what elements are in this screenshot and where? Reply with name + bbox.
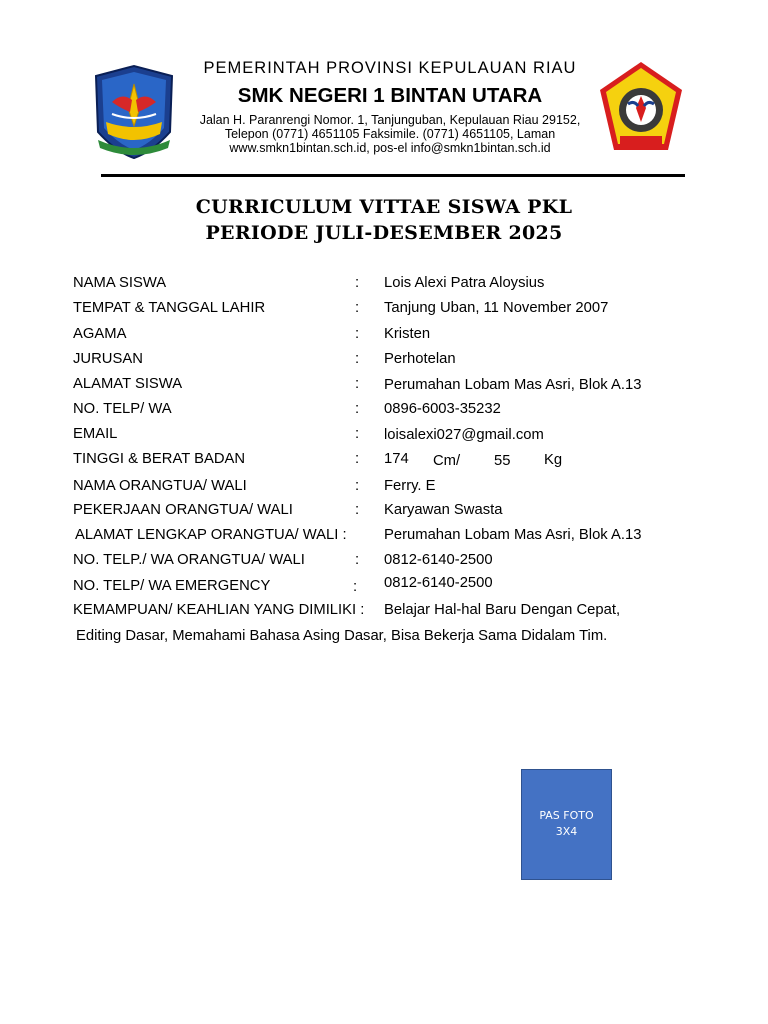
kepri-crest-logo [92,62,176,160]
school-web-line: www.smkn1bintan.sch.id, pos-el info@smkn1bintan.sch.id [229,141,551,155]
colon: : [355,478,360,494]
photo-size: 3X4 [555,825,578,838]
email-label: EMAIL [73,426,118,442]
colon: : [355,275,360,291]
government-name: PEMERINTAH PROVINSI KEPULAUAN RIAU [203,59,577,77]
colon: : [355,300,360,316]
agama-label: AGAMA [73,326,127,342]
nama-label: NAMA SISWA [73,275,167,291]
telp-emergency-label: NO. TELP/ WA EMERGENCY [73,578,271,594]
alamat-ortu-value: Perumahan Lobam Mas Asri, Blok A.13 [384,527,642,543]
tinggi-berat-label: TINGGI & BERAT BADAN [73,451,246,467]
pekerjaan-label: PEKERJAAN ORANGTUA/ WALI [73,502,293,518]
colon: : [355,376,360,392]
telp-label: NO. TELP/ WA [73,401,172,417]
kemampuan-label: KEMAMPUAN/ KEAHLIAN YANG DIMILIKI : [73,602,365,618]
height-unit: Cm/ [433,453,461,469]
photo-placeholder [521,769,612,880]
telp-emergency-value: 0812-6140-2500 [384,575,493,591]
alamat-value: Perumahan Lobam Mas Asri, Blok A.13 [384,377,642,393]
telp-value: 0896-6003-35232 [384,401,501,417]
ortu-label: NAMA ORANGTUA/ WALI [73,478,247,494]
kemampuan-value-line2: Editing Dasar, Memahami Bahasa Asing Dasar, Bisa Bekerja Sama Didalam Tim. [76,628,608,644]
height-value: 174 [384,451,409,467]
ortu-value: Ferry. E [384,478,436,494]
colon: : [355,351,360,367]
telp-ortu-label: NO. TELP./ WA ORANGTUA/ WALI [73,552,305,568]
agama-value: Kristen [384,326,431,342]
alamat-label: ALAMAT SISWA [73,376,183,392]
alamat-ortu-label: ALAMAT LENGKAP ORANGTUA/ WALI : [75,527,347,543]
smkn1-bintan-logo [598,60,684,156]
nama-value: Lois Alexi Patra Aloysius [384,275,545,291]
colon: : [355,552,360,568]
colon: : [355,502,360,518]
colon: : [355,326,360,342]
school-phone-line: Telepon (0771) 4651105 Faksimile. (0771) 4651105, Laman [224,127,556,141]
colon: : [355,401,360,417]
email-value: loisalexi027@gmail.com [384,427,544,443]
colon: : [355,451,360,467]
jurusan-value: Perhotelan [384,351,456,367]
telp-ortu-value: 0812-6140-2500 [384,552,493,568]
kemampuan-value-line1: Belajar Hal-hal Baru Dengan Cepat, [384,602,621,618]
school-address-line: Jalan H. Paranrengi Nomor. 1, Tanjunguban, Kepulauan Riau 29152, [199,113,581,127]
weight-value: 55 [494,453,511,469]
letterhead-divider [101,174,685,177]
photo-label: PAS FOTO [539,809,594,822]
colon: : [355,426,360,442]
weight-unit: Kg [544,452,563,468]
document-period: PERIODE JULI-DESEMBER 2025 [205,222,563,244]
ttl-value: Tanjung Uban, 11 November 2007 [384,300,609,316]
colon: : [353,579,358,595]
ttl-label: TEMPAT & TANGGAL LAHIR [73,300,266,316]
jurusan-label: JURUSAN [73,351,143,367]
pekerjaan-value: Karyawan Swasta [384,502,503,518]
document-title: CURRICULUM VITTAE SISWA PKL [195,196,573,218]
school-name: SMK NEGERI 1 BINTAN UTARA [237,84,543,107]
